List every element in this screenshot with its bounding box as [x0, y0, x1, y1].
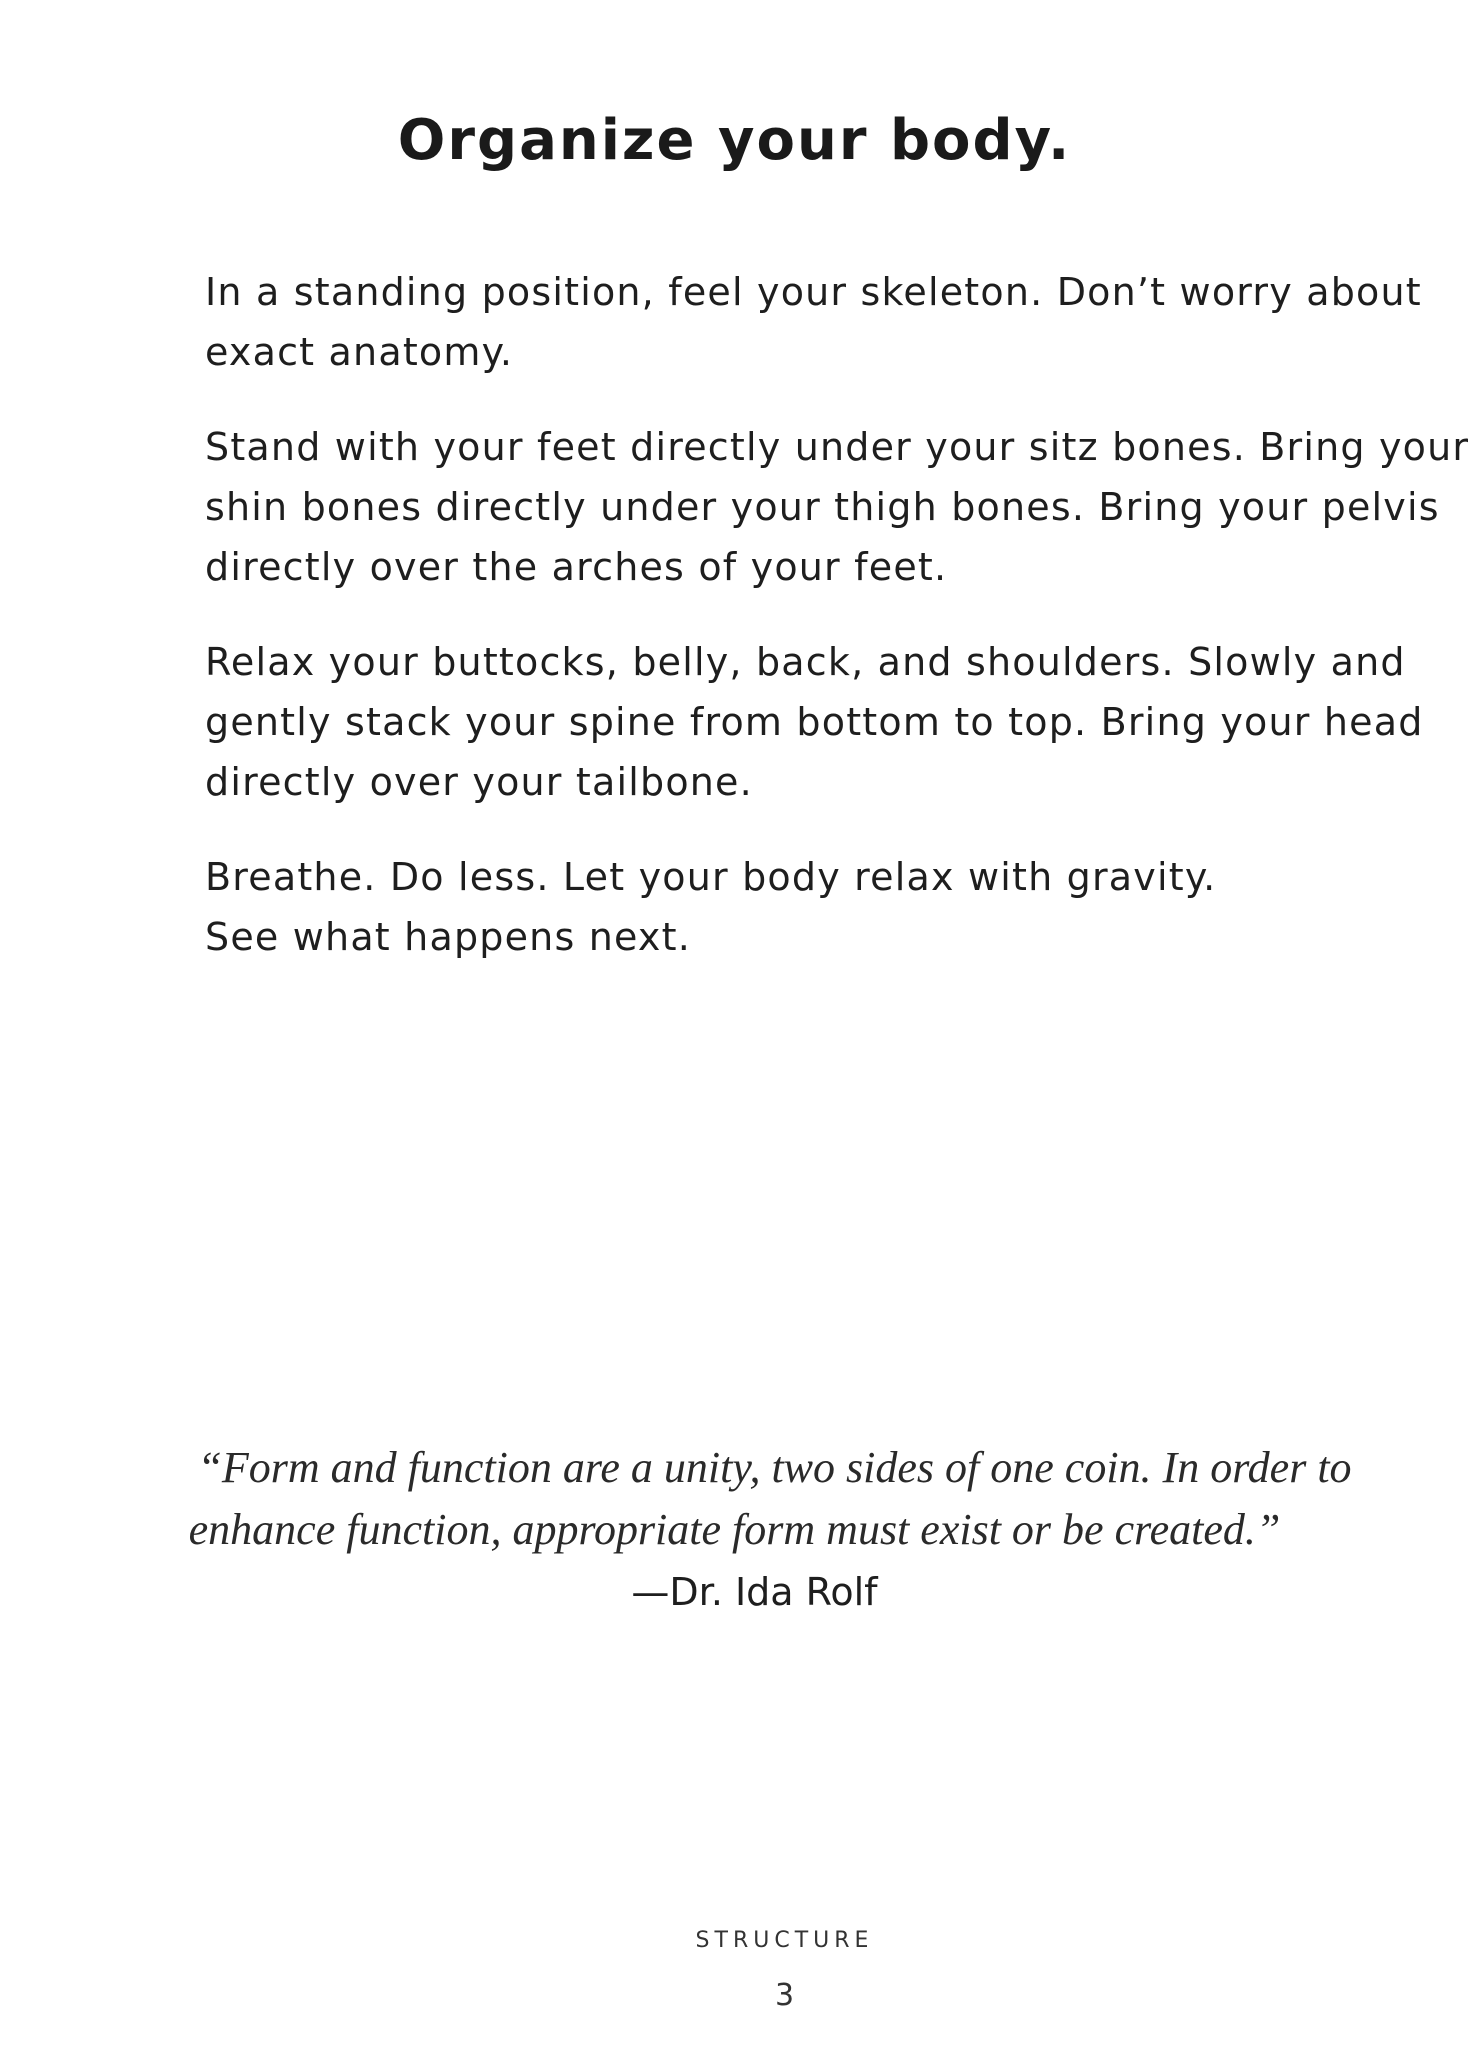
- quote-line: “Form and function are a unity, two sides of one coin. In order to: [197, 1443, 1352, 1492]
- paragraph-line: shin bones directly under your thigh bones. Bring your pelvis: [205, 485, 1440, 529]
- paragraph-2: [205, 417, 1469, 597]
- paragraph-line: Stand with your feet directly under your sitz bones. Bring your: [205, 425, 1469, 469]
- quote-attribution: —Dr. Ida Rolf: [631, 1570, 878, 1614]
- paragraph-line: exact anatomy.: [205, 330, 514, 374]
- quote-line: enhance function, appropriate form must exist or be created.”: [188, 1505, 1281, 1554]
- instructions-body: [205, 262, 1469, 1002]
- paragraph-3: [205, 632, 1424, 812]
- paragraph-line: Relax your buttocks, belly, back, and shoulders. Slowly and: [205, 640, 1406, 684]
- quote-block: [0, 1437, 1469, 1623]
- paragraph-4: [205, 847, 1355, 967]
- page-title: Organize your body.: [397, 108, 1072, 173]
- paragraph-line: gently stack your spine from bottom to top. Bring your head: [205, 700, 1424, 744]
- paragraph-line: directly over your tailbone.: [205, 760, 753, 804]
- page-number: 3: [774, 1978, 795, 2013]
- paragraph-1: [205, 262, 1422, 382]
- paragraph-line: Breathe. Do less. Let your body relax with gravity.: [205, 855, 1217, 899]
- paragraph-line: In a standing position, feel your skeleton. Don’t worry about: [205, 270, 1422, 314]
- paragraph-line: See what happens next.: [205, 915, 691, 959]
- paragraph-line: directly over the arches of your feet.: [205, 545, 948, 589]
- section-label: STRUCTURE: [695, 1928, 874, 1953]
